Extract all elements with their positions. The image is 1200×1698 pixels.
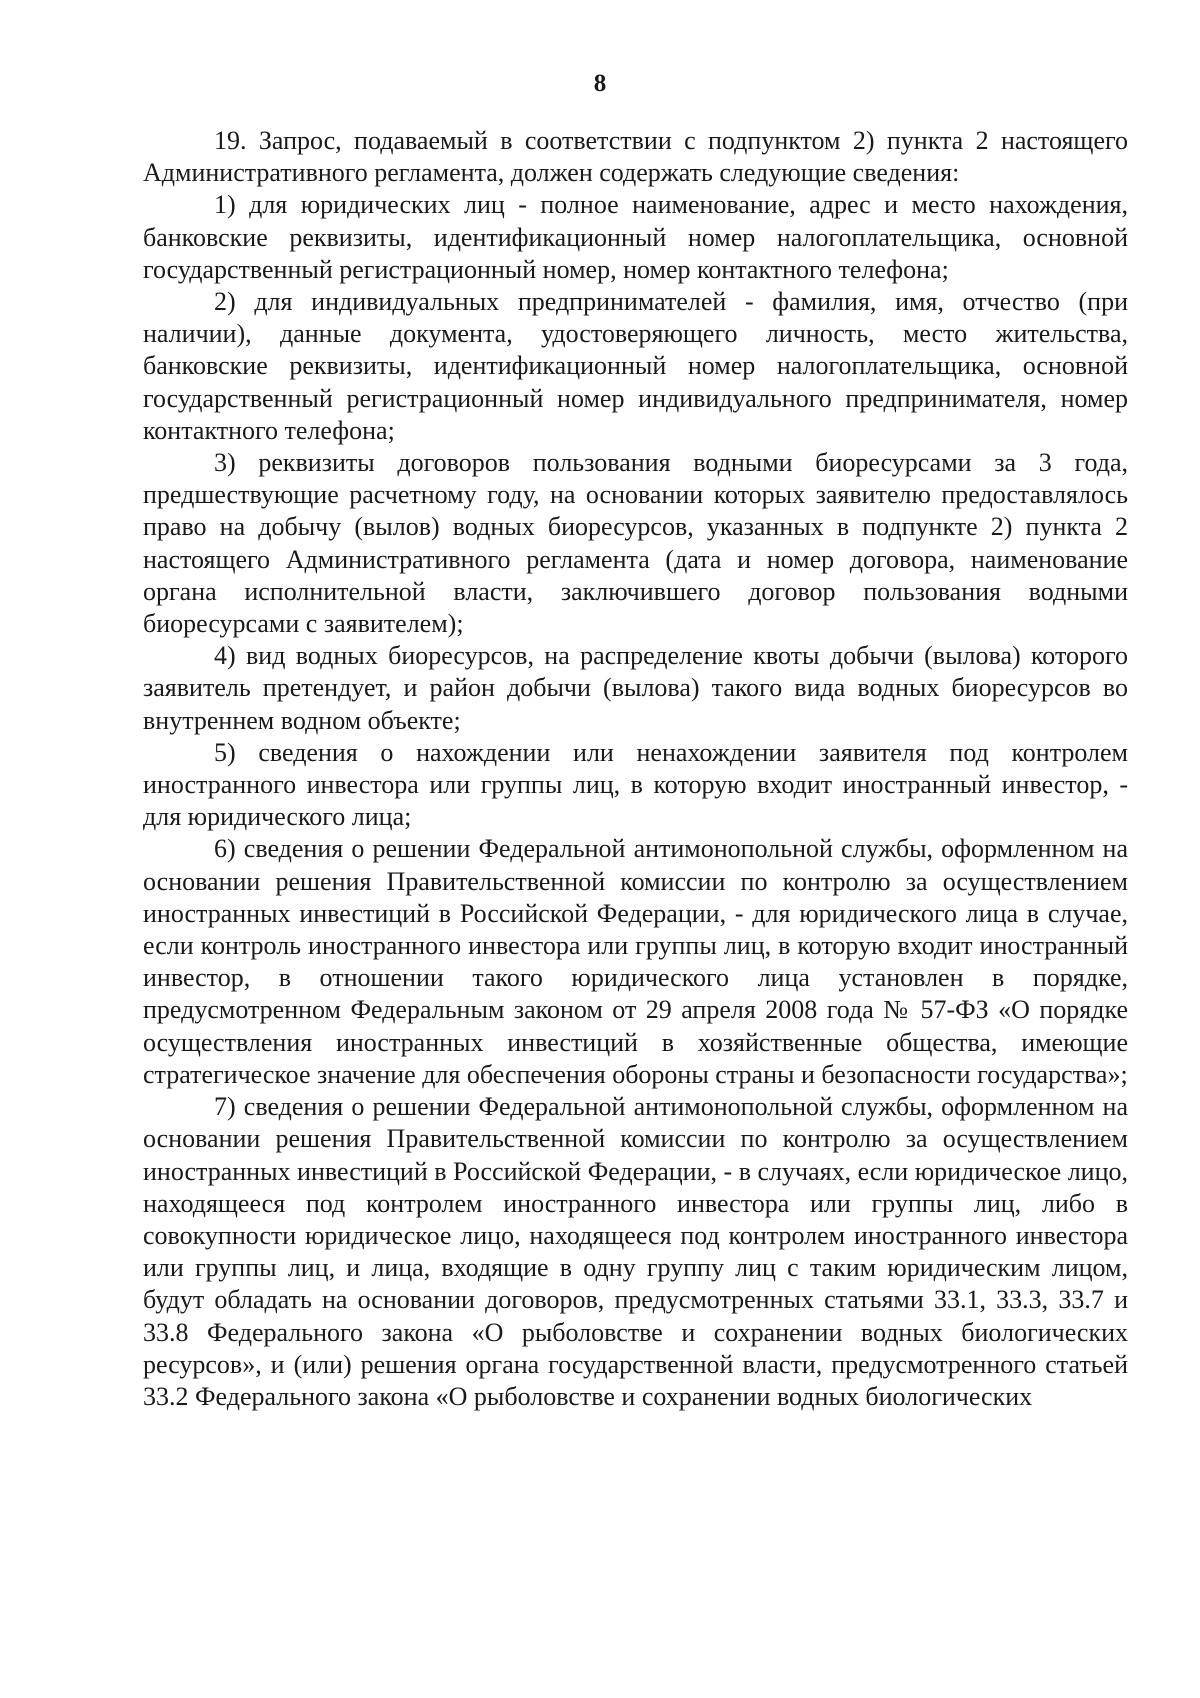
document-body	[143, 125, 1128, 1413]
paragraph-item-4: 4) вид водных биоресурсов, на распределение квоты добычи (вылова) которого заявитель претендует, и район добычи (вылова) такого вида водных биоресурсов во внутреннем водном объекте;	[143, 641, 1128, 735]
paragraph-item-6: 6) сведения о решении Федеральной антимонопольной службы, оформленном на основании решения Правительственной комиссии по контролю за осуществлением иностранных инвестиций в Российской Федерации, - для юридического лица в случае, если контроль иностранного инвестора или группы лиц, в которую входит иностранный инвестор, в отношении такого юридического лица установлен в порядке, предусмотренном Федеральным законом от 29 апреля 2008 года № 57-ФЗ «О порядке осуществления иностранных инвестиций в хозяйственные общества, имеющие стратегическое значение для обеспечения обороны страны и безопасности государства»;	[143, 834, 1128, 1089]
paragraph-item-1: 1) для юридических лиц - полное наименование, адрес и место нахождения, банковские реквизиты, идентификационный номер налогоплательщика, основной государственный регистрационный номер, номер контактного телефона;	[143, 190, 1128, 284]
paragraph-item-2: 2) для индивидуальных предпринимателей - фамилия, имя, отчество (при наличии), данные документа, удостоверяющего личность, место жительства, банковские реквизиты, идентификационный номер налогоплательщика, основной государственный регистрационный номер индивидуального предпринимателя, номер контактного телефона;	[143, 287, 1128, 445]
paragraph-item-7: 7) сведения о решении Федеральной антимонопольной службы, оформленном на основании решения Правительственной комиссии по контролю за осуществлением иностранных инвестиций в Российской Федерации, - в случаях, если юридическое лицо, находящееся под контролем иностранного инвестора или группы лиц, либо в совокупности юридическое лицо, находящееся под контролем иностранного инвестора или группы лиц, и лица, входящие в одну группу лиц с таким юридическим лицом, будут обладать на основании договоров, предусмотренных статьями 33.1, 33.3, 33.7 и 33.8 Федерального закона «О рыболовстве и сохранении водных биологических ресурсов», и (или) решения органа государственной власти, предусмотренного статьей 33.2 Федерального закона «О рыболовстве и сохранении водных биологических	[143, 1092, 1128, 1411]
paragraph-item-3: 3) реквизиты договоров пользования водными биоресурсами за 3 года, предшествующие расчетному году, на основании которых заявителю предоставлялось право на добычу (вылов) водных биоресурсов, указанных в подпункте 2) пункта 2 настоящего Административного регламента (дата и номер договора, наименование органа исполнительной власти, заключившего договор пользования водными биоресурсами с заявителем);	[143, 448, 1128, 639]
paragraph-item-5: 5) сведения о нахождении или ненахождении заявителя под контролем иностранного инвестора или группы лиц, в которую входит иностранный инвестор, - для юридического лица;	[143, 737, 1128, 832]
paragraph-19: 19. Запрос, подаваемый в соответствии с подпунктом 2) пункта 2 настоящего Административного регламента, должен содержать следующие сведения:	[143, 126, 1128, 188]
page-number: 8	[593, 70, 607, 97]
